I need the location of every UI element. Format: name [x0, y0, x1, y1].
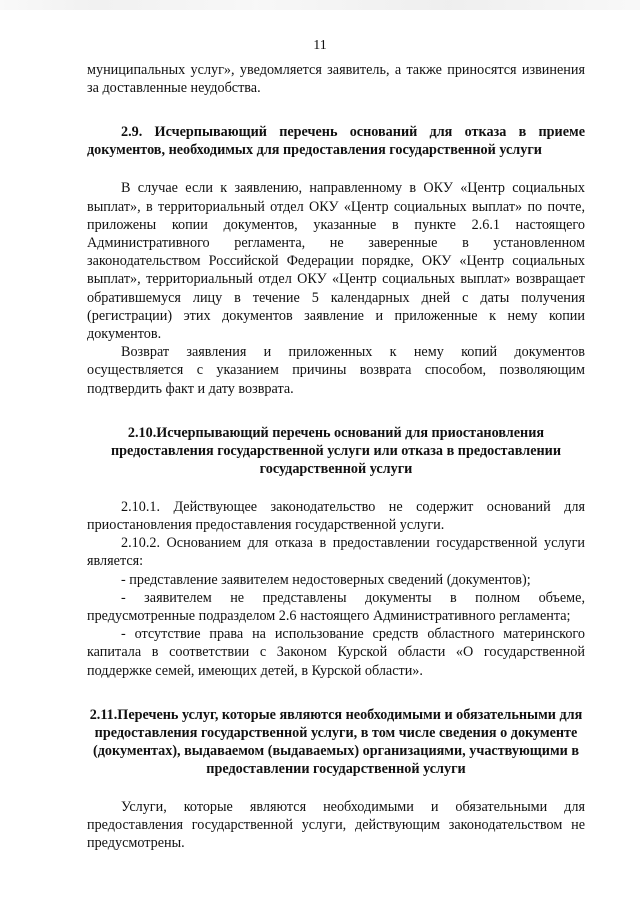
section-2-10-list-item-3: - отсутствие права на использование средств областного материнского капитала в соответствии с Законом Курской области «О государственной поддержке семей, имеющих детей, в Курской области». — [87, 626, 585, 679]
page-number: 11 — [313, 38, 327, 53]
section-2-10-list-item-2: - заявителем не представлены документы в полном объеме, предусмотренные подразделом 2.6 настоящего Административного регламента; — [87, 589, 585, 625]
document-body — [87, 61, 585, 852]
section-2-11-heading: 2.11.Перечень услуг, которые являются необходимыми и обязательными для предоставления государственной услуги, в том числе сведения о документе (документах), выдаваемом (выдаваемых) организациями, участвующими в предоставлении государственной услуги — [89, 706, 583, 777]
section-2-9-heading: 2.9. Исчерпывающий перечень оснований для отказа в приеме документов, необходимых для предоставления государственной услуги — [87, 124, 585, 159]
section-2-9-paragraph-2: Возврат заявления и приложенных к нему копий документов осуществляется с указанием причины возврата способом, позволяющим подтвердить факт и дату возврата. — [87, 344, 585, 397]
section-2-9-paragraph-1: В случае если к заявлению, направленному в ОКУ «Центр социальных выплат», в территориальный отдел ОКУ «Центр социальных выплат» по почте, приложены копии документов, указанные в пункте 2.6.1 настоящего Административного регламента, не заверенные в установленном законодательством Российской Федерации порядке, ОКУ «Центр социальных выплат», территориальный отдел ОКУ «Центр социальных выплат» возвращает обратившемуся лицу в течение 5 календарных дней с даты получения (регистрации) этих документов заявление и приложенные к нему копии документов. — [87, 180, 585, 343]
scan-edge-artifact — [0, 0, 640, 10]
intro-paragraph: муниципальных услуг», уведомляется заявитель, а также приносятся извинения за доставленные неудобства. — [87, 62, 585, 97]
section-2-10-paragraph-1: 2.10.1. Действующее законодательство не содержит оснований для приостановления предоставления государственной услуги. — [87, 498, 585, 534]
section-2-10-list-item-1: - представление заявителем недостоверных сведений (документов); — [121, 571, 531, 588]
section-2-10-paragraph-2: 2.10.2. Основанием для отказа в предоставлении государственной услуги является: — [87, 535, 585, 570]
section-2-10-heading: 2.10.Исчерпывающий перечень оснований для приостановления предоставления государственной услуги или отказа в предоставлении государственной услуги — [110, 424, 562, 477]
section-2-11-paragraph-1: Услуги, которые являются необходимыми и обязательными для предоставления государственной услуги, действующим законодательством не предусмотрены. — [87, 798, 585, 852]
